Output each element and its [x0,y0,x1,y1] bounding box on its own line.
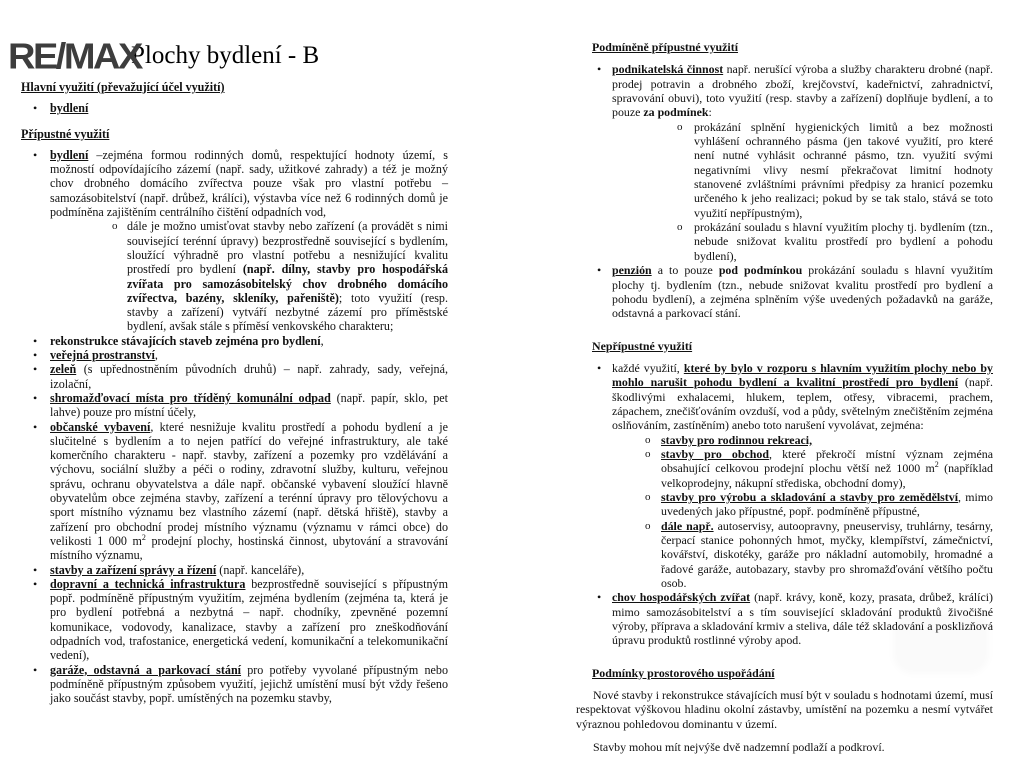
text-run: stavby pro obchod [661,446,769,461]
text-run: občanské vybavení [50,419,151,434]
text-run: pro potřeby vyvolané přípustným nebo podmíněně přípustným způsobem využití, jejichž umístění musí být vždy řešeno jako součást stavby, popř. umístěných na pozemku stavby, [50,662,448,706]
text-run: veřejná prostranství [50,348,155,363]
bullet-list-item [21,577,448,663]
text-run: pod podmínkou [718,263,803,278]
text-run: ; toto využití (resp. stavby a zařízení) vytváří nezbytné zázemí pro příměstské bydlení, avšak stále s příměsí venkovského charakteru; [127,290,448,334]
page-title: Plochy bydlení - B [131,42,320,69]
circle-marker-icon: o [645,433,651,446]
text-run: Stavby mohou mít nejvýše dvě nadzemní podlaží a podkroví. [593,740,885,755]
left-page-column [21,80,448,705]
text-run: , [320,333,324,348]
text-run: autoservisy, autoopravny, pneuservisy, truhlárny, tesárny, čerpací stanice pohonných hmot, myčky, klempířství, zámečnictví, kovářství, diskotéky, garáže pro nákladní automobily, hromadné a řadové garáže, autobazary, stavby pro shromažďování většího počtu osob. [661,518,993,591]
text-run: prokázání souladu s hlavní využitím plochy tj. bydlením (tzn., nebude snižovat kvalitu prostředí pro bydlení a pohodu bydlení), a zejména splněním výše uvedených požadavků na garáže, odstavná a parkovací stání. [612,263,994,321]
bullet-list-item [21,101,448,115]
text-run: garáže, odstavná a parkovací stání [50,662,242,677]
text-run: (např. dílny, stavby pro hospodářská zvířata pro samozásobitelský chov drobného domácího zvířectva, bazény, skleníky, pařeniště) [127,262,448,305]
text-run: Podmíněně přípustné využití [592,40,739,54]
text-run: Podmínky prostorového uspořádání [592,665,775,680]
text-run: chov hospodářských zvířat [612,590,751,605]
bullet-marker-icon: • [33,147,38,162]
bullet-list-item [576,62,993,119]
text-run: prokázání souladu s hlavní využitím plochy tj. bydlením (tzn., nebude snižovat kvalitu prostředí pro bydlení a pohodu bydlení), [694,220,993,263]
sub-list-item [576,120,993,220]
text-run: , [154,348,158,363]
text-run: penzión [612,263,652,278]
circle-marker-icon: o [645,519,651,532]
text-run: např. nerušící výroba a služby charakteru drobné (např. prodej potravin a drobného zboží, krejčovství, kadeřnictví, zahradnictví, spravování obuvi), toto využití (resp. stavby a zařízení) doplňuje bydlení, a to pouze [612,62,993,120]
text-run: stavby a zařízení správy a řízení [50,562,217,577]
sub-list-item [576,490,993,519]
sub-list-item [576,519,993,591]
text-run: (např. škodlivými exhalacemi, hlukem, teplem, otřesy, vibracemi, prachem, zápachem, znečišťováním ovzduší, vod a půdy, světelným znečištěním zejména oslňováním, zastíněním) anebo toto narušení vyvolávat, zejména: [612,375,993,433]
bullet-list-item [576,263,993,320]
text-run: (s upřednostněním původních druhů) – např. zahrady, sady, veřejná, izolační, [50,362,448,391]
bullet-list-item [21,334,448,348]
bullet-marker-icon: • [33,390,38,405]
text-run: , které překročí místní význam zejména obsahující celkovou prodejní plochu větší než 1000 m [661,446,993,476]
section-heading [21,80,448,94]
text-run: které by bylo v rozporu s hlavním využitím plochy nebo by mohlo narušit pohodu bydlení a kvalitní prostředí pro bydlení [612,360,993,390]
bullet-list-item [21,663,448,706]
circle-marker-icon: o [645,490,651,503]
bullet-marker-icon: • [33,348,38,363]
bullet-marker-icon: • [33,562,38,577]
text-run: dopravní a technická infrastruktura [50,576,246,591]
section-heading [592,339,993,353]
text-run: , které nesnižuje kvalitu prostředí a pohodu bydlení a je slučitelné s bydlením a to nejen patřící do veřejné infrastruktury, ale také komerčního charakteru - např. stavby, zařízení a pozemky pro vzdělávání a výchovu, sociální služby a péči o rodiny, zdravotní služby, kulturu, veřejnou správu, ochranu obyvatelstva a dále např. občanské vybavení sloužící hlavně obyvatelům obce zejména stavby, zařízení a terénní úpravy pro tělovýchovu a sport místního významu bez vlastního zázemí (např. dětská hřiště), stavby a zařízení pro obchodní prodej místního významu (významu v rámci obce) do velikosti 1 000 m [50,419,448,548]
paragraph [576,740,993,754]
paragraph [576,688,993,731]
text-run: (např. kanceláře), [216,562,305,577]
text-run: stavby pro výrobu a skladování a stavby pro zemědělství [661,489,959,504]
text-run: –zejména formou rodinných domů, respektující hodnoty území, s možností odpovídajícího zázemí (např. sady, užitkové zahrady) a též je možný chov drobného domácího zvířectva pouze však pro vlastní potřebu – samozásobitelství (např. drůbež, králíci), výstavba více než 6 rodinných domů je podmíněna zajištěním centrálního čištění odpadních vod, [50,147,448,220]
text-run: shromažďovací místa pro tříděný komunální odpad [50,390,331,405]
bullet-marker-icon: • [597,62,602,77]
bullet-list-item [576,361,993,433]
text-run: a to pouze [651,263,719,278]
bullet-list-item [21,348,448,362]
circle-marker-icon: o [112,220,118,233]
text-run: : [708,105,712,120]
bullet-marker-icon: • [33,101,38,116]
section-heading [592,40,993,54]
bullet-marker-icon: • [33,576,38,591]
bullet-list-item [21,148,448,219]
bullet-marker-icon: • [597,590,602,605]
text-run: stavby pro rodinnou rekreaci, [661,432,813,447]
sub-list-item [576,447,993,490]
text-run: zeleň [50,362,77,377]
sub-list-item [576,220,993,263]
text-run: , mimo uvedených jako přípustné, popř. podmíněně přípustné, [661,489,993,519]
text-run: bydlení [50,101,89,116]
bullet-marker-icon: • [33,419,38,434]
text-run: prokázání splnění hygienických limitů a bez možnosti vyhlášení ochranného pásma (jen takové využití, pro které není nutné vyhlásit ochranné pásmo, tzn. využití svými negativními vlivy nesmí překračovat limitní hodnoty stanovené zvláštními právními předpisy za hranicí pozemku určeného k jeho realizaci; pokud by se tak stalo, stává se toto využití nepřípustným), [694,119,993,220]
bullet-list-item [21,362,448,391]
bullet-marker-icon: • [597,263,602,278]
bullet-list-item [21,391,448,420]
bullet-list-item [21,563,448,577]
text-run: (např. krávy, koně, kozy, prasata, drůbež, králíci) mimo samozásobitelství a s tím související skladování produktů živočišné výroby, příprava a skladování krmiv a steliva, dále též skladování a posklizňová úpravu produktů rostlinné výroby apod. [612,590,993,648]
text-run: každé využití, [612,360,684,375]
remax-logo: RE/MAX [8,36,141,78]
bullet-list-item [21,420,448,563]
text-run: (např. papír, sklo, pet lahve) pouze pro místní účely, [50,390,449,420]
bullet-marker-icon: • [33,362,38,377]
text-run: Nepřípustné využití [592,338,693,353]
text-run: bezprostředně související s přípustným popř. podmíněně přípustným využitím, zejména bydlením (zejména ta, která je pro bydlení potřebná a nezbytná – např. chodníky, zpevněné pozemní komunikace, vodovody, kanalizace, stavby a zařízení pro zneškodňování odpadních vod, trafostanice, energetická vedení, komunikační a telekomunikační vedení), [50,576,448,663]
text-run: za podmínek [643,105,709,120]
text-run: 2 [934,460,939,470]
text-run: podnikatelská činnost [612,62,724,77]
section-heading [21,127,448,141]
bullet-marker-icon: • [33,333,38,348]
text-run: bydlení [50,147,89,162]
text-run: dále je možno umisťovat stavby nebo zařízení (a provádět s nimi související terénní úpravy) bezprostředně související s bydlením, sloužící výhradně pro vlastní potřebu a nesnižující kvalitu prostředí pro bydlení [127,219,448,277]
circle-marker-icon: o [677,120,683,133]
text-run: Hlavní využití (převažující účel využití) [21,80,225,94]
bullet-marker-icon: • [33,662,38,677]
text-run: rekonstrukce stávajících staveb zejména pro bydlení [50,333,321,348]
sub-list-item [576,433,993,447]
text-run: Nové stavby i rekonstrukce stávajících musí být v souladu s hodnotami území, musí respektovat výškovou hladinu okolní zástavby, umístění na pozemku a nesmí vytvářet výraznou pohledovou dominantu v území. [576,688,993,731]
watermark-smudge [893,612,989,674]
circle-marker-icon: o [645,447,651,460]
sub-list-item [21,219,448,333]
circle-marker-icon: o [677,221,683,234]
text-run: prodejní plochy, hostinská činnost, ubytování a stravování místního významu, [50,533,448,563]
text-run: 2 [141,532,146,542]
text-run: dále např. [661,518,714,533]
text-run: Přípustné využití [21,126,110,141]
text-run: (například velkoprodejny, nákupní střediska, obchodní domy), [661,461,993,490]
bullet-marker-icon: • [597,360,602,375]
